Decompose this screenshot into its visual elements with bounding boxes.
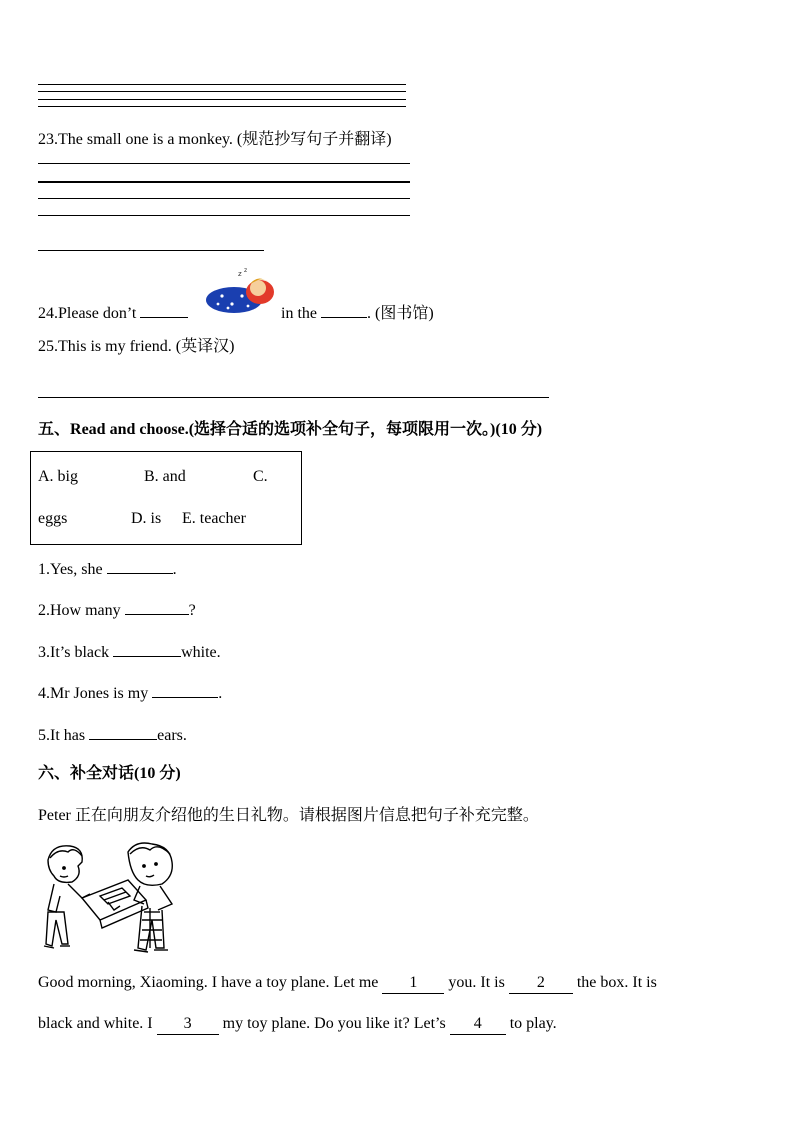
answer-line[interactable] (38, 250, 264, 251)
section-5-instructions: (选择合适的选项补全句子，每项限用一次。)(10 分) (188, 421, 543, 438)
dialogue-text: you. It is (448, 974, 505, 991)
answer-blank[interactable] (107, 557, 173, 574)
dialogue-blank-3[interactable]: 3 (157, 1014, 219, 1035)
dialogue-blank-1[interactable]: 1 (382, 973, 444, 994)
section-5-heading (38, 420, 542, 440)
writing-line (38, 99, 406, 100)
item-2-end: ? (188, 602, 196, 619)
item-1 (38, 557, 177, 580)
dialogue-text: my toy plane. Do you like it? Let’s (222, 1015, 446, 1032)
dialogue-text: the box. It is (576, 974, 657, 991)
question-24-middle: in the (281, 305, 317, 322)
question-24-suffix: . (图书馆) (367, 305, 434, 322)
dialogue-text: to play. (509, 1015, 557, 1032)
question-24 (38, 301, 188, 324)
answer-blank[interactable] (125, 598, 189, 615)
item-5-text: 5.It has (38, 727, 86, 744)
option-c-word: eggs (38, 510, 68, 527)
answer-blank[interactable] (113, 640, 181, 657)
dialogue-line-2 (38, 1014, 557, 1035)
question-23: 23.The small one is a monkey. (规范抄写句子并翻译) (38, 131, 392, 148)
answer-line[interactable] (38, 397, 549, 398)
writing-line[interactable] (38, 181, 410, 183)
writing-line (38, 106, 406, 107)
option-d: D. is (131, 510, 162, 527)
item-4-end: . (218, 685, 223, 702)
dialogue-text: Good morning, Xiaoming. I have a toy plane. Let me (38, 974, 379, 991)
section-6-intro: Peter 正在向朋友介绍他的生日礼物。请根据图片信息把句子补充完整。 (38, 807, 539, 824)
item-4 (38, 681, 222, 704)
item-2-text: 2.How many (38, 602, 121, 619)
option-a: A. big (38, 468, 78, 485)
writing-line (38, 84, 406, 85)
dialogue-text: black and white. I (38, 1015, 153, 1032)
option-b: B. and (144, 468, 186, 485)
question-24-tail (281, 301, 434, 324)
answer-blank[interactable] (140, 301, 188, 318)
item-1-text: 1.Yes, she (38, 561, 103, 578)
writing-line[interactable] (38, 198, 410, 199)
svg-text:z: z (238, 270, 242, 278)
item-5-end: ears. (157, 727, 187, 744)
writing-line[interactable] (38, 215, 410, 216)
section-5-title: Read and choose. (70, 421, 189, 438)
options-box (30, 451, 302, 545)
question-25: 25.This is my friend. (英译汉) (38, 338, 235, 355)
item-3-text: 3.It’s black (38, 644, 110, 661)
item-4-text: 4.Mr Jones is my (38, 685, 149, 702)
answer-blank[interactable] (321, 301, 367, 318)
two-boys-gift-illustration (38, 840, 188, 956)
item-1-end: . (172, 561, 177, 578)
writing-line (38, 91, 406, 92)
dialogue-blank-2[interactable]: 2 (509, 973, 573, 994)
section-6-heading: 六、补全对话(10 分) (38, 765, 181, 782)
dialogue-line-1 (38, 973, 657, 994)
question-24-prefix: 24.Please don’t (38, 305, 137, 322)
item-3-end: white. (181, 644, 221, 661)
item-3 (38, 640, 221, 663)
writing-line[interactable] (38, 163, 410, 164)
sleeping-child-illustration (204, 266, 276, 318)
option-e: E. teacher (182, 510, 246, 527)
dialogue-blank-4[interactable]: 4 (450, 1014, 506, 1035)
svg-text:z: z (244, 267, 248, 274)
item-5 (38, 723, 187, 746)
answer-blank[interactable] (89, 723, 157, 740)
option-c: C. (253, 468, 268, 485)
item-2 (38, 598, 196, 621)
section-5-number: 五、 (38, 421, 71, 438)
answer-blank[interactable] (152, 681, 218, 698)
